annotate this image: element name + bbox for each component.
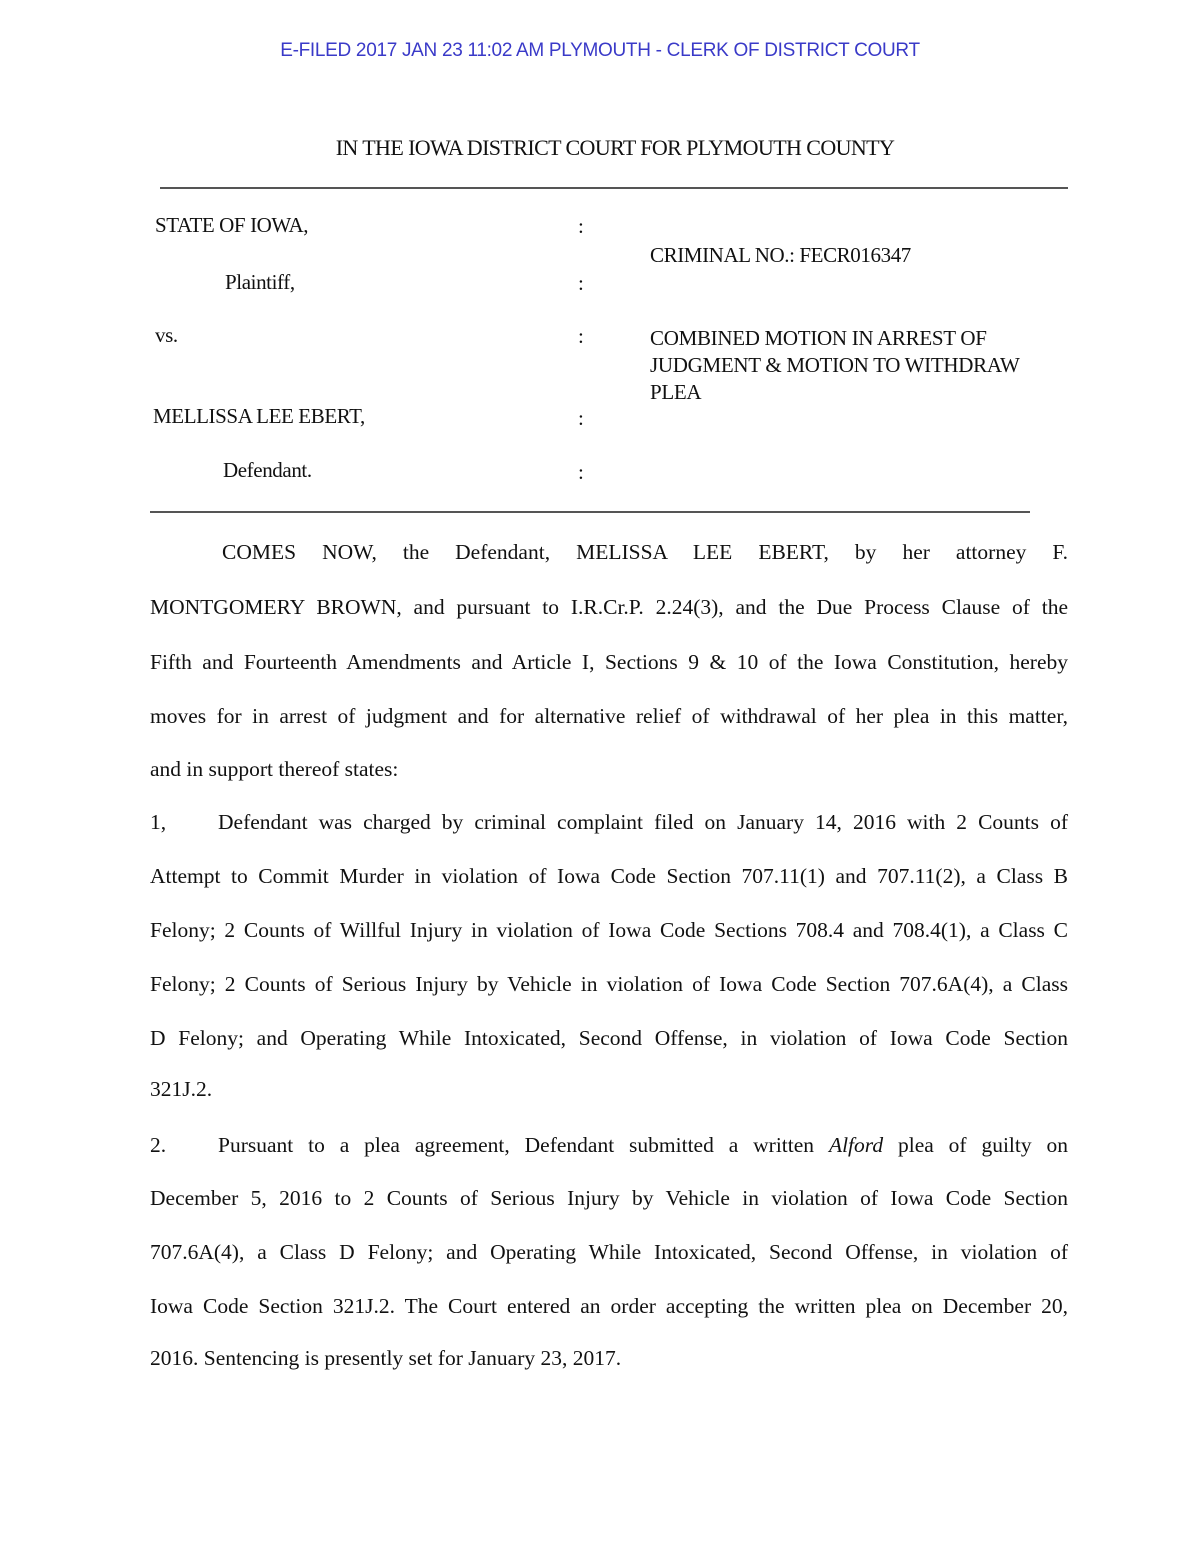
caption-colon: : xyxy=(578,324,584,348)
text-line: moves for in arrest of judgment and for alternative relief of withdrawal of her plea in this matter, xyxy=(150,704,1068,728)
defendant-name: MELLISSA LEE EBERT, xyxy=(153,404,365,428)
text-line: Felony; 2 Counts of Serious Injury by Vehicle in violation of Iowa Code Section 707.6A(4), a Class xyxy=(150,972,1068,996)
text-segment: Pursuant to a plea agreement, Defendant submitted a written xyxy=(218,1133,829,1157)
caption-colon: : xyxy=(578,271,584,295)
motion-title-line: JUDGMENT & MOTION TO WITHDRAW xyxy=(650,353,1020,377)
text-segment: plea of guilty on xyxy=(883,1133,1069,1157)
caption-colon: : xyxy=(578,460,584,484)
plaintiff-role: Plaintiff, xyxy=(225,270,295,294)
text-line xyxy=(218,1133,1068,1158)
versus: vs. xyxy=(155,323,178,347)
caption-bottom-rule xyxy=(150,511,1030,513)
caption-top-rule xyxy=(160,187,1068,189)
text-line: Iowa Code Section 321J.2. The Court entered an order accepting the written plea on December 20, xyxy=(150,1294,1068,1318)
case-name-alford: Alford xyxy=(828,1133,884,1157)
text-line: Fifth and Fourteenth Amendments and Article I, Sections 9 & 10 of the Iowa Constitution, hereby xyxy=(150,650,1068,674)
motion-title-line: COMBINED MOTION IN ARREST OF xyxy=(650,326,987,350)
text-line: Attempt to Commit Murder in violation of Iowa Code Section 707.11(1) and 707.11(2), a Class B xyxy=(150,864,1068,888)
text-line: MONTGOMERY BROWN, and pursuant to I.R.Cr.P. 2.24(3), and the Due Process Clause of the xyxy=(150,595,1068,619)
caption-colon: : xyxy=(578,214,584,238)
item-number: 1, xyxy=(150,810,167,834)
text-line: December 5, 2016 to 2 Counts of Serious Injury by Vehicle in violation of Iowa Code Section xyxy=(150,1186,1068,1210)
text-line: and in support thereof states: xyxy=(150,757,399,781)
motion-title xyxy=(650,325,1020,406)
court-title: IN THE IOWA DISTRICT COURT FOR PLYMOUTH COUNTY xyxy=(335,135,895,160)
text-line: 707.6A(4), a Class D Felony; and Operating While Intoxicated, Second Offense, in violation of xyxy=(150,1240,1068,1264)
efiled-stamp: E-FILED 2017 JAN 23 11:02 AM PLYMOUTH - CLERK OF DISTRICT COURT xyxy=(280,40,920,61)
text-line: 321J.2. xyxy=(150,1077,213,1101)
text-line: 2016. Sentencing is presently set for January 23, 2017. xyxy=(150,1346,622,1370)
plaintiff-name: STATE OF IOWA, xyxy=(155,213,309,237)
text-line: D Felony; and Operating While Intoxicated, Second Offense, in violation of Iowa Code Section xyxy=(150,1026,1068,1050)
text-line: COMES NOW, the Defendant, MELISSA LEE EBERT, by her attorney F. xyxy=(222,540,1068,564)
motion-title-line: PLEA xyxy=(650,380,702,404)
case-number: CRIMINAL NO.: FECR016347 xyxy=(650,243,911,267)
text-line: Defendant was charged by criminal complaint filed on January 14, 2016 with 2 Counts of xyxy=(218,810,1068,834)
caption-colon: : xyxy=(578,406,584,430)
item-number: 2. xyxy=(150,1133,167,1157)
text-line: Felony; 2 Counts of Willful Injury in violation of Iowa Code Sections 708.4 and 708.4(1), a Class C xyxy=(150,918,1068,942)
defendant-role: Defendant. xyxy=(223,458,312,482)
